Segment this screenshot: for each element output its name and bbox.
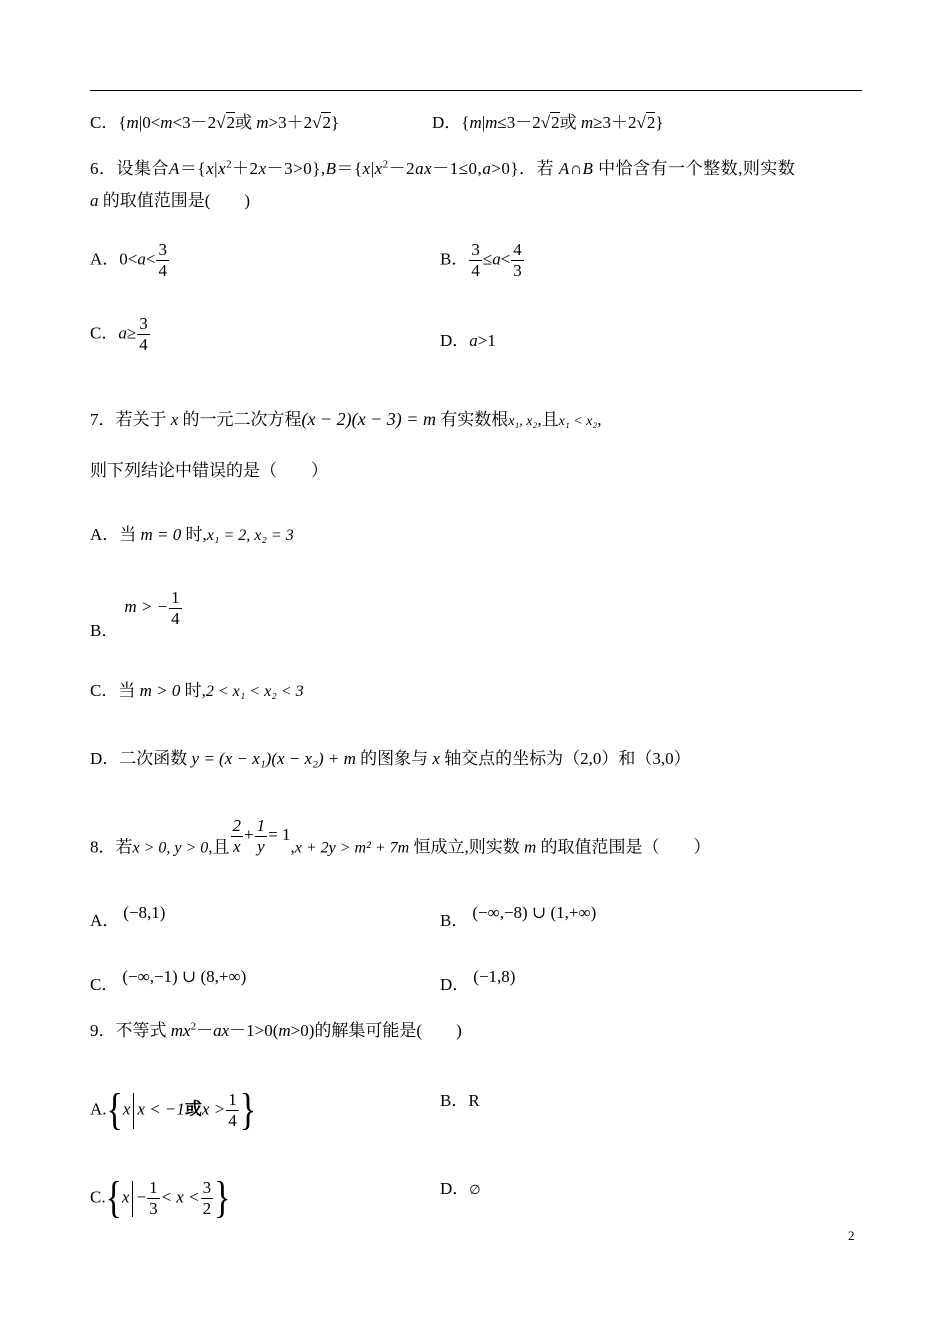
q7-stem-line2: 则下列结论中错误的是（ ） (90, 461, 328, 480)
q8-option-a: A． (−8,1) (90, 903, 166, 930)
q6-option-d: D．a>1 (440, 331, 496, 350)
q9-option-b: B．R (440, 1091, 480, 1110)
q6-option-a: A．0<a< $\frac{3}{4}$ (90, 240, 167, 280)
q7-option-a: A．当 m = 0 时,x₁ = 2, x₂ = 3 (90, 525, 294, 544)
q8-option-b: B． (−∞,−8) ∪ (1,+∞) (440, 903, 597, 930)
q9-option-d: D．∅ (440, 1179, 481, 1198)
page-number: 2 (848, 1228, 855, 1243)
q6-option-b: B． $\frac{3}{4}$ ≤a< $\frac{4}{3}$ (440, 240, 522, 280)
q9-option-a: A.{x x < −1或x > $\frac{1}{4}$ } (90, 1085, 257, 1134)
q7-option-c: C．当 m > 0 时,2 < x₁ < x₂ < 3 (90, 681, 304, 700)
q6-stem-line2: a 的取值范围是( ) (90, 191, 251, 210)
q5-option-c: C．{m|0<m<3－2√2或 m>3＋2√2} (90, 113, 340, 132)
q9-stem: 9．不等式 $mx^2-ax-1>0(m>0)$的解集可能是( ) (90, 1020, 462, 1040)
q7-option-b: B．m > − $\frac{1}{4}$ (90, 588, 180, 641)
q6-stem-line1: 6．设集合$A=\{x|x^2+2x-3>0\},B=\{x|x^2-2ax-1\le 0,a>0\}$．若 A∩B 中恰含有一个整数,则实数 (90, 158, 796, 178)
q8-stem: 8．若x > 0, y > 0,且 $\frac{2}{x}$ + $\frac{1}{y}$ = 1,x + 2y > m² + 7m 恒成立,则实数 m 的取值范围是（ ） (90, 816, 711, 857)
q5-option-d: D．{m|m≤3－2√2或 m≥3＋2√2} (432, 113, 664, 132)
q8-option-c: C． (−∞,−1) ∪ (8,+∞) (90, 967, 247, 994)
q6-option-c: C．a≥ $\frac{3}{4}$ (90, 314, 148, 354)
q8-option-d: D． (−1,8) (440, 967, 516, 994)
top-rule (90, 90, 862, 91)
q7-stem-line1: 7．若关于 x 的一元二次方程(x − 2)(x − 3) = m 有实数根x₁, x₂,且x₁ < x₂, (90, 409, 602, 429)
q9-option-c: C.{x − $\frac{1}{3}$ < x < $\frac{3}{2}$ } (90, 1173, 231, 1222)
q7-option-d: D．二次函数 y = (x − x₁)(x − x₂) + m 的图象与 x 轴交点的坐标为（2,0）和（3,0） (90, 749, 691, 768)
